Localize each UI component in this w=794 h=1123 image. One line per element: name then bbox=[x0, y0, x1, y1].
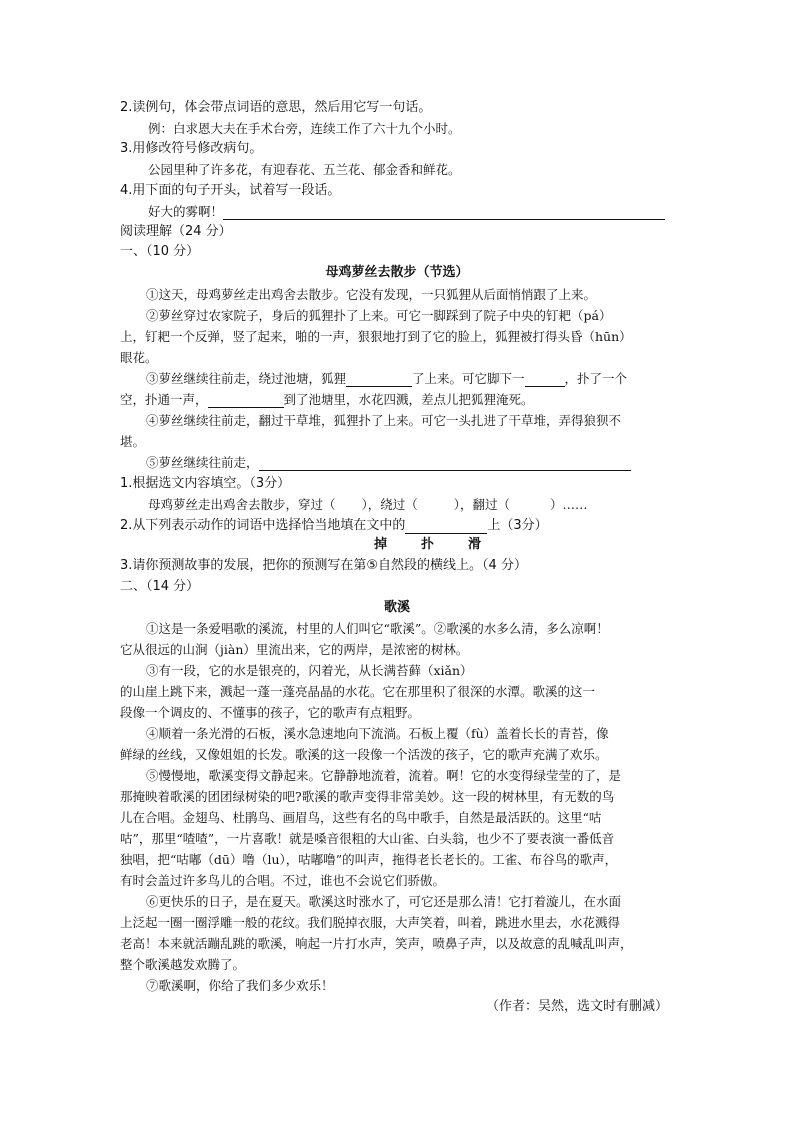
sub-question-1-fill bbox=[148, 497, 588, 513]
passage-2-line-7: 鲜绿的丝线，又像姐姐的长发。歌溪的这一段像一个活泼的孩子，它的歌声充满了欢乐。 bbox=[120, 747, 608, 762]
prediction-blank[interactable] bbox=[259, 457, 631, 471]
passage-2-line-17: 整个歌溪越发欢腾了。 bbox=[120, 957, 246, 972]
fill-text-d: ）…… bbox=[550, 497, 588, 512]
reading-heading: 阅读理解（24 分） bbox=[120, 224, 232, 239]
passage-2-line-16: 老高！本来就活蹦乱跳的歌溪，响起一片打水声，笑声，喷鼻子声，以及故意的乱喊乱叫声， bbox=[120, 936, 633, 951]
q2-text-a: 2.从下列表示动作的词语中选择恰当地填在文中的 bbox=[120, 518, 406, 533]
p3-text-d: 空，扑通一声， bbox=[120, 392, 208, 407]
p5-text: ⑤萝丝继续往前走， bbox=[146, 455, 259, 470]
blank-3[interactable] bbox=[208, 394, 284, 408]
question-4-label: 4.用下面的句子开头，试着写一段话。 bbox=[120, 183, 341, 198]
passage-1-para-4-line-2: 堪。 bbox=[120, 434, 146, 449]
sub-question-3-label: 3.请你预测故事的发展，把你的预测写在第⑤自然段的横线上。（4 分） bbox=[120, 558, 527, 573]
p3-text-a: ③萝丝继续往前走，绕过池塘，狐狸 bbox=[146, 371, 347, 386]
passage-1-para-1: ①这天，母鸡萝丝走出鸡舍去散步。它没有发现，一只狐狸从后面悄悄跟了上来。 bbox=[146, 287, 597, 302]
passage-1-para-5 bbox=[146, 455, 631, 471]
q2-text-b: 上（3分） bbox=[487, 518, 548, 533]
passage-1-para-2-line-1: ②萝丝穿过农家院子，身后的狐狸扑了上来。可它一脚踩到了院子中央的钉耙（pá） bbox=[146, 308, 612, 323]
passage-2-line-15: 上泛起一圈一圈浮雕一般的花纹。我们脱掉衣服，大声笑着，叫着，跳进水里去，水花溅得 bbox=[120, 915, 621, 930]
fill-text-c: ），翻过（ bbox=[453, 497, 511, 512]
passage-2-line-2: 它从很远的山涧（jiàn）里流出来，它的两岸，是浓密的树林。 bbox=[120, 642, 469, 657]
passage-1-para-3-line-2 bbox=[120, 392, 534, 408]
p3-text-b: 了上来。可它脚下一 bbox=[412, 371, 525, 386]
passage-2-line-10: 儿在合唱。金翅鸟、杜鹃鸟、画眉鸟，这些有名的鸟中歌手，自然是最活跃的。这里“咕 bbox=[120, 810, 602, 825]
passage-2-title: 歌溪 bbox=[383, 600, 410, 615]
answer-blank[interactable] bbox=[223, 206, 665, 220]
passage-2-line-4: 的山崖上跳下来，溅起一蓬一蓬亮晶晶的水花。它在那里积了很深的水潭。歌溪的这一 bbox=[120, 684, 596, 699]
part-2-label: 二、（14 分） bbox=[120, 579, 200, 594]
passage-1-para-3-line-1 bbox=[146, 371, 627, 387]
word-option-2: 扑 bbox=[421, 537, 435, 552]
word-options bbox=[374, 537, 481, 553]
passage-2-author: （作者：吴然，选文时有删减） bbox=[485, 999, 668, 1014]
passage-2-line-6: ④顺着一条光滑的石板，溪水急速地向下流淌。石板上覆（fù）盖着长长的青苔，像 bbox=[146, 726, 609, 741]
q2-blank[interactable] bbox=[405, 520, 487, 534]
fill-text-a: 母鸡萝丝走出鸡舍去散步，穿过（ bbox=[148, 497, 336, 512]
word-option-1: 掉 bbox=[374, 537, 388, 552]
question-4-start: 好大的雾啊！ bbox=[148, 204, 224, 219]
passage-2-line-8: ⑤慢慢地，歌溪变得文静起来。它静静地流着，流着。啊！它的水变得绿莹莹的了，是 bbox=[146, 768, 622, 783]
question-4-line bbox=[148, 204, 665, 220]
blank-1[interactable] bbox=[346, 373, 412, 387]
part-1-label: 一、（10 分） bbox=[120, 244, 200, 259]
passage-2-line-5: 段像一个调皮的、不懂事的孩子，它的歌声有点粗野。 bbox=[120, 705, 421, 720]
passage-2-line-13: 有时会盖过许多鸟儿的合唱。不过，谁也不会说它们骄傲。 bbox=[120, 873, 446, 888]
question-2-example: 例：白求恩大夫在手术台旁，连续工作了六十九个小时。 bbox=[148, 121, 461, 136]
passage-2-line-12: 独唱，把“咕嘟（dū）噜（lu），咕嘟噜”的叫声，拖得老长老长的。工雀、布谷鸟的歌声， bbox=[120, 852, 618, 867]
sub-question-2-label bbox=[120, 518, 548, 534]
passage-1-para-4-line-1: ④萝丝继续往前走，翻过干草堆，狐狸扑了上来。可它一头扎进了干草堆，弄得狼狈不 bbox=[146, 413, 622, 428]
passage-1-title: 母鸡萝丝去散步（节选） bbox=[325, 265, 469, 280]
word-option-3: 滑 bbox=[468, 537, 482, 552]
passage-2-line-11: 咕”，那里“喳喳”，一片喜歌！就是嗓音很粗的大山雀、白头翁，也少不了要表演一番低音 bbox=[120, 831, 615, 846]
passage-2-line-9: 那掩映着歌溪的团团绿树染的吧?歌溪的歌声变得非常美妙。这一段的树林里，有无数的鸟 bbox=[120, 789, 615, 804]
question-3-label: 3.用修改符号修改病句。 bbox=[120, 141, 263, 156]
question-2-label: 2.读例句，体会带点词语的意思，然后用它写一句话。 bbox=[120, 100, 432, 115]
question-3-sentence: 公园里种了许多花，有迎春花、五兰花、郁金香和鲜花。 bbox=[148, 162, 461, 177]
passage-1-para-2-line-2: 上，钉耙一个反弹，竖了起来，啪的一声，狠狠地打到了它的脸上，狐狸被打得头昏（hūn） bbox=[120, 329, 632, 344]
passage-2-line-14: ⑥更快乐的日子，是在夏天。歌溪这时涨水了，可它还是那么清！它打着漩儿，在水面 bbox=[146, 894, 622, 909]
passage-2-line-18: ⑦歌溪啊，你给了我们多少欢乐！ bbox=[146, 978, 334, 993]
p3-text-e: 到了池塘里，水花四溅，差点儿把狐狸淹死。 bbox=[283, 392, 534, 407]
p3-text-c: ，扑了一个 bbox=[564, 371, 628, 386]
fill-text-b: ），绕过（ bbox=[361, 497, 418, 512]
blank-2[interactable] bbox=[525, 373, 565, 387]
passage-1-para-2-line-3: 眼花。 bbox=[120, 350, 158, 365]
passage-2-line-1: ①这是一条爱唱歌的溪流，村里的人们叫它“歌溪”。②歌溪的水多么清，多么凉啊！ bbox=[146, 621, 609, 636]
passage-2-line-3: ③有一段，它的水是银亮的，闪着光，从长满苔藓（xiǎn） bbox=[146, 663, 473, 678]
sub-question-1-label: 1.根据选文内容填空。（3分） bbox=[120, 476, 291, 491]
